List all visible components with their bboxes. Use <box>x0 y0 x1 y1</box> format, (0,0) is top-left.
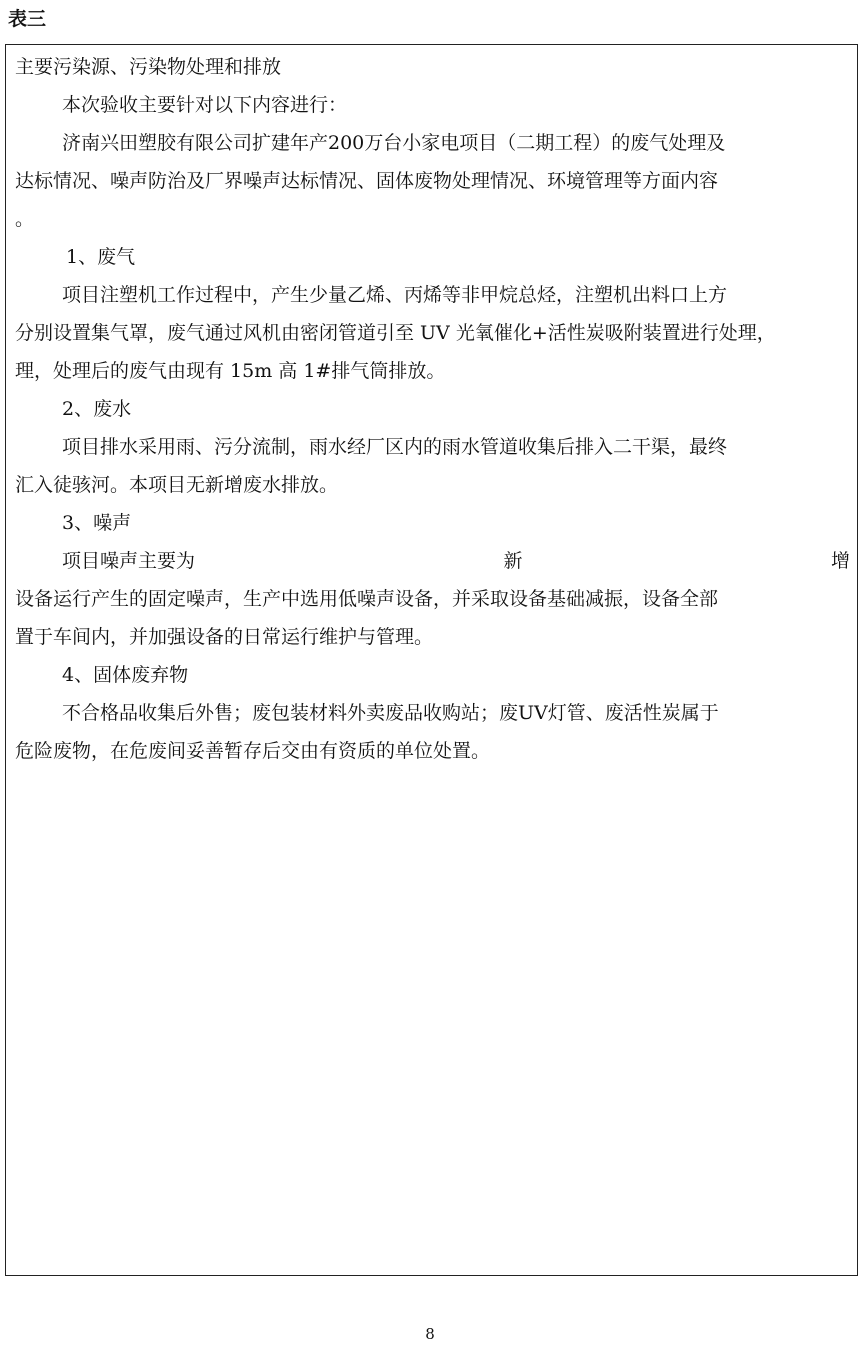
intro-text: 本次验收主要针对以下内容进行： <box>62 94 348 116</box>
table-label: 表三 <box>8 8 47 30</box>
heading-solid-waste: 4、固体废弃物 <box>62 664 189 686</box>
content-frame <box>5 44 858 1276</box>
noise-spread-line <box>15 542 850 580</box>
solid-waste-line-2: 危险废物，在危废间妥善暂存后交由有资质的单位处置。 <box>15 740 491 762</box>
noise-spread-word-2: 新 <box>503 550 523 572</box>
waste-gas-line-1: 项目注塑机工作过程中，产生少量乙烯、丙烯等非甲烷总烃，注塑机出料口上方 <box>62 284 728 306</box>
waste-water-line-2: 汇入徒骇河。本项目无新增废水排放。 <box>15 474 339 496</box>
section-title: 主要污染源、污染物处理和排放 <box>15 56 282 78</box>
noise-spread-word-3: 增 <box>830 550 850 572</box>
solid-waste-line-1: 不合格品收集后外售；废包装材料外卖废品收购站；废UV灯管、废活性炭属于 <box>62 702 719 724</box>
heading-waste-water: 2、废水 <box>62 398 132 420</box>
scope-line-2: 达标情况、噪声防治及厂界噪声达标情况、固体废物处理情况、环境管理等方面内容 <box>15 170 719 192</box>
heading-noise: 3、噪声 <box>62 512 132 534</box>
waste-gas-line-2: 分别设置集气罩，废气通过风机由密闭管道引至 UV 光氧催化+活性炭吸附装置进行处理， <box>15 322 776 344</box>
heading-waste-gas: 1、废气 <box>66 246 136 268</box>
scope-line-3: 。 <box>15 208 35 230</box>
noise-line-2: 置于车间内，并加强设备的日常运行维护与管理。 <box>15 626 434 648</box>
page-number: 8 <box>425 1325 435 1343</box>
scope-line-1: 济南兴田塑胶有限公司扩建年产200万台小家电项目（二期工程）的废气处理及 <box>62 132 726 154</box>
waste-gas-line-3: 理，处理后的废气由现有 15m 高 1#排气筒排放。 <box>15 360 446 382</box>
section-content <box>15 48 850 770</box>
waste-water-line-1: 项目排水采用雨、污分流制，雨水经厂区内的雨水管道收集后排入二干渠，最终 <box>62 436 728 458</box>
noise-spread-word-1: 项目噪声主要为 <box>62 550 196 572</box>
noise-line-1: 设备运行产生的固定噪声，生产中选用低噪声设备，并采取设备基础减振，设备全部 <box>15 588 719 610</box>
